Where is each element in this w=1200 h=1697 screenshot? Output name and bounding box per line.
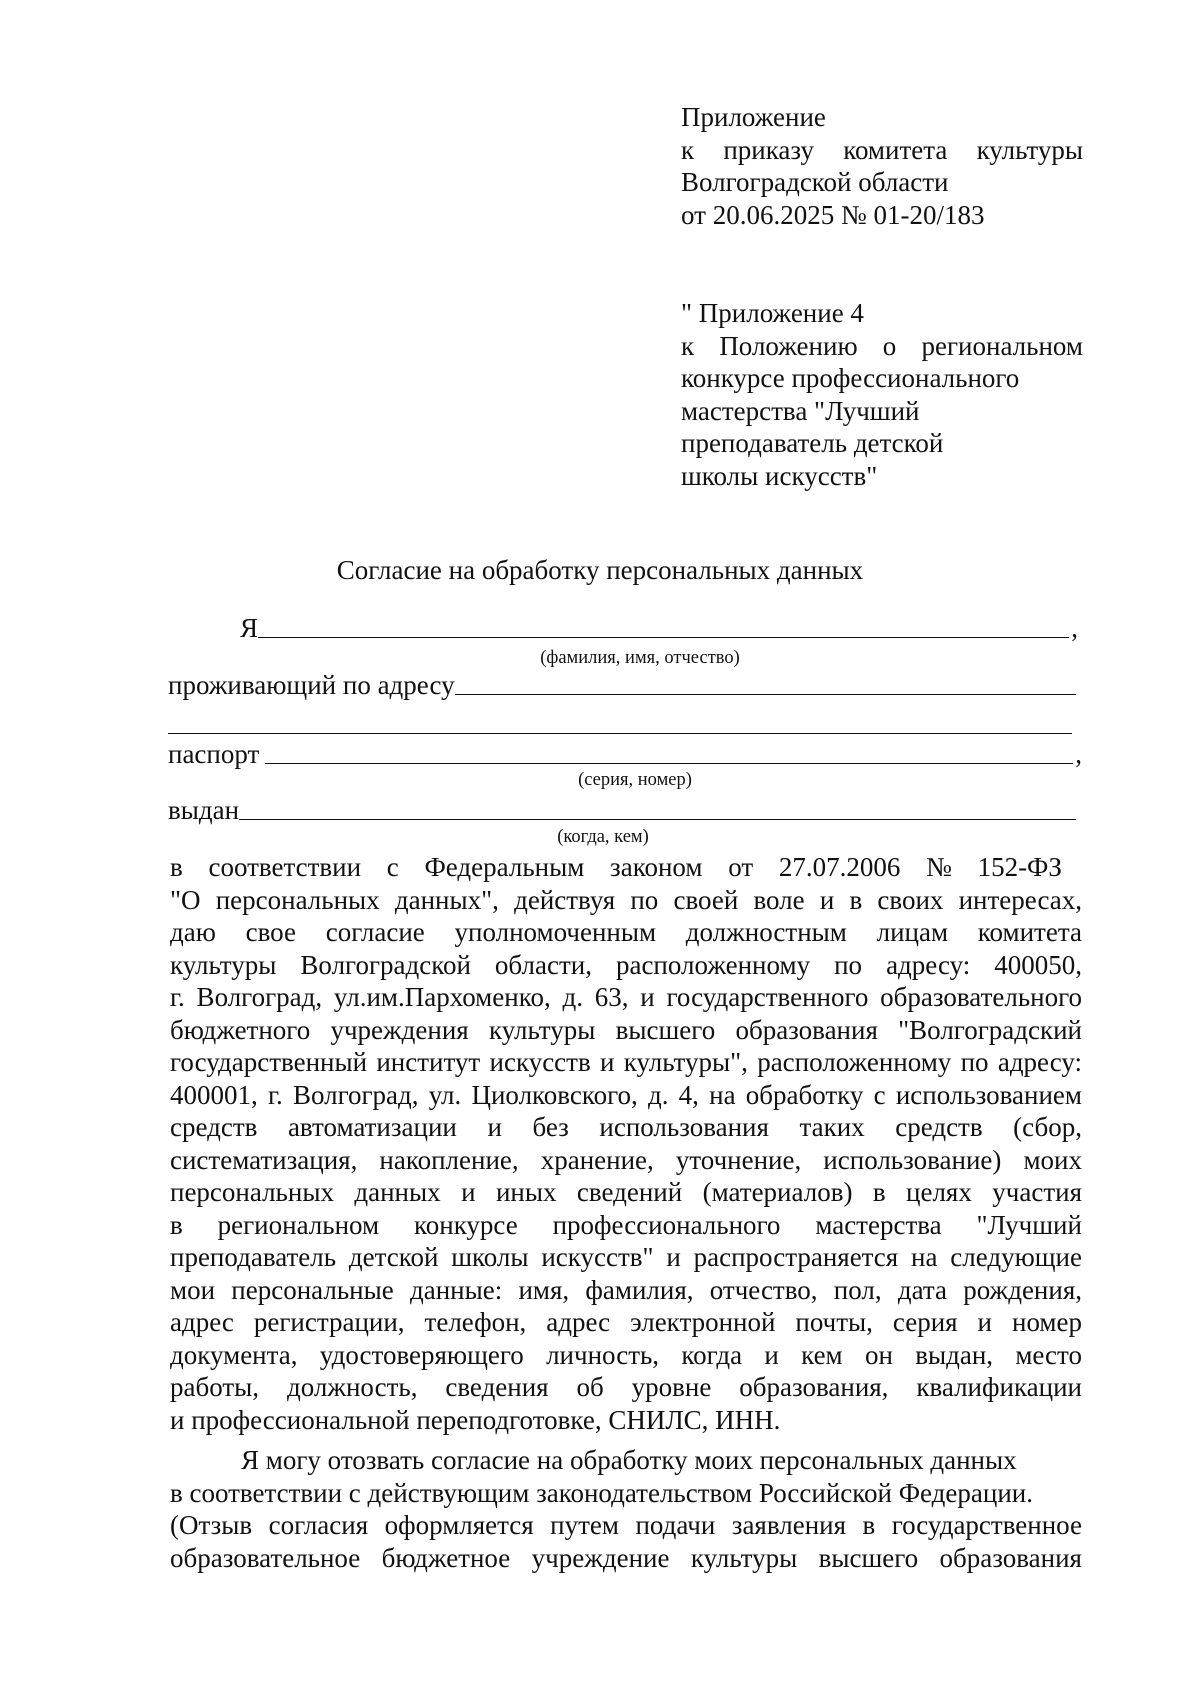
passport-blank-line[interactable] (265, 763, 1073, 764)
appendix-header (681, 101, 1083, 231)
body-line: в соответствии с действующим законодательством Российской Федерации. (170, 1477, 1033, 1508)
fio-blank-line[interactable] (258, 637, 1069, 638)
body-line-justified: средств автоматизации и без использования таких средств (сбор, (170, 1112, 1082, 1142)
paragraph-gap (170, 1436, 1082, 1444)
body-line: мои персональные данные: имя, фамилия, отчество, пол, дата рождения, (170, 1274, 1082, 1305)
passport-caption: (серия, номер) (578, 770, 692, 790)
fio-field[interactable] (168, 612, 1078, 644)
address-blank-line[interactable] (455, 694, 1076, 695)
body-line: и профессиональной переподготовке, СНИЛС, ИНН. (170, 1404, 781, 1435)
body-line: культуры Волгоградской области, расположенному по адресу: 400050, (170, 949, 1082, 980)
fio-label: Я (240, 613, 259, 643)
body-line-justified: бюджетного учреждения культуры высшего образования "Волгоградский (170, 1014, 1082, 1045)
body-line-justified: в региональном конкурсе профессионального мастерства "Лучший (170, 1209, 1082, 1240)
address-label: проживающий по адресу (168, 670, 455, 700)
body-line: Я могу отозвать согласие на обработку моих персональных данных (241, 1445, 1017, 1475)
address-field[interactable] (168, 669, 1076, 701)
issued-caption: (когда, кем) (557, 827, 649, 847)
body-line: персональных данных и иных сведений (материалов) в целях участия (170, 1177, 1082, 1207)
body-line: 400001, г. Волгоград, ул. Циолковского, д. 4, на обработку с использованием (170, 1079, 1082, 1110)
passport-label: паспорт (168, 739, 260, 769)
appendix4-header (681, 297, 1083, 492)
issued-blank-line[interactable] (239, 819, 1076, 820)
appendix-line: Волгоградской области (681, 167, 949, 197)
body-line: государственный институт искусств и культуры", расположенному по адресу: (170, 1047, 1082, 1077)
body-line: г. Волгоград, ул.им.Пархоменко, д. 63, и государственного образовательного (170, 982, 1082, 1012)
body-line: (Отзыв согласия оформляется путем подачи заявления в государственное (170, 1510, 1082, 1540)
issued-label: выдан (168, 795, 240, 825)
document-title: Согласие на обработку персональных данных (336, 555, 864, 585)
appendix4-line: преподаватель детской (681, 428, 944, 458)
appendix4-line: конкурсе профессионального (681, 363, 1020, 393)
consent-body (170, 851, 1082, 1574)
fio-caption: (фамилия, имя, отчество) (540, 648, 740, 668)
appendix-line: от 20.06.2025 № 01-20/183 (681, 199, 985, 230)
address-second-blank-line[interactable] (168, 733, 1072, 734)
body-line-justified: даю свое согласие уполномоченным должностным лицам комитета (170, 917, 1082, 947)
body-line: адрес регистрации, телефон, адрес электронной почты, серия и номер (170, 1307, 1082, 1337)
appendix-line-justified: к приказу комитета культуры (681, 134, 1083, 165)
body-line: работы, должность, сведения об уровне образования, квалификации (170, 1372, 1082, 1402)
body-line-justified: образовательное бюджетное учреждение культуры высшего образования (170, 1542, 1082, 1573)
body-line-justified: в соответствии с Федеральным законом от 27.07.2006 № 152-ФЗ (170, 852, 1062, 882)
passport-field[interactable] (168, 738, 1082, 770)
body-line: систематизация, накопление, хранение, уточнение, использование) моих (170, 1144, 1082, 1175)
body-line: "О персональных данных", действуя по своей воле и в своих интересах, (170, 884, 1082, 915)
issued-field[interactable] (168, 794, 1076, 826)
appendix4-line-justified: к Положению о региональном (681, 330, 1083, 361)
appendix4-line: " Приложение 4 (681, 298, 864, 328)
body-line: преподаватель детской школы искусств" и распространяется на следующие (170, 1242, 1082, 1272)
fio-comma: , (1071, 613, 1078, 643)
body-line: документа, удостоверяющего личность, когда и кем он выдан, место (170, 1339, 1082, 1370)
appendix4-line: школы искусств" (681, 460, 878, 491)
passport-comma: , (1075, 739, 1082, 769)
appendix4-line: мастерства "Лучший (681, 395, 920, 426)
appendix-line: Приложение (681, 102, 826, 132)
